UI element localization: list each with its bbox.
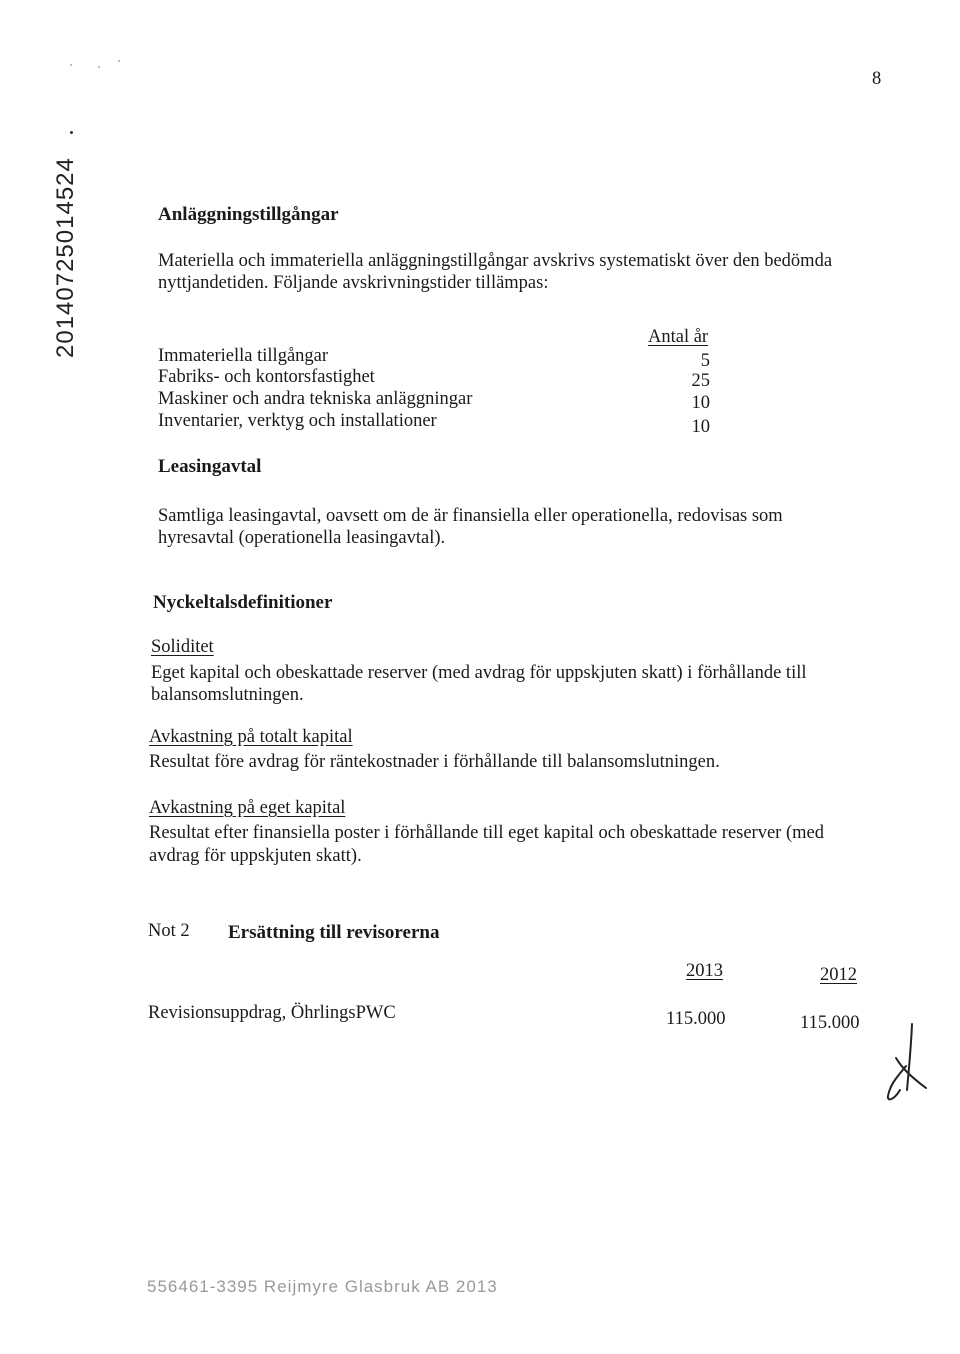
depreciation-row-value: 10: [691, 393, 710, 413]
year-header-2013: 2013: [686, 961, 723, 981]
signature-mark: [876, 1018, 936, 1104]
fee-value-2013: 115.000: [666, 1009, 726, 1029]
depreciation-row-label: Immateriella tillgångar: [158, 346, 329, 366]
fee-row-label: Revisionsuppdrag, ÖhrlingsPWC: [148, 1003, 396, 1023]
definition-text-line1: Resultat före avdrag för räntekostnader i förhållande till balansomslutningen.: [149, 752, 720, 772]
anlaggning-paragraph-line2: nyttjandetiden. Följande avskrivningstider tillämpas:: [158, 273, 549, 293]
definition-text-line1: Resultat efter finansiella poster i förhållande till eget kapital och obeskattade reserver (med: [149, 823, 824, 843]
section-heading-leasing: Leasingavtal: [158, 456, 262, 477]
year-header-2012: 2012: [820, 965, 857, 985]
depreciation-row-label: Fabriks- och kontorsfastighet: [158, 367, 375, 387]
side-document-number: 20140725014524: [52, 157, 79, 358]
fee-value-2012: 115.000: [800, 1013, 860, 1033]
anlaggning-paragraph-line1: Materiella och immateriella anläggningstillgångar avskrivs systematiskt över den bedömda: [158, 251, 833, 271]
section-heading-anlaggning: Anläggningstillgångar: [158, 204, 339, 225]
depreciation-row-value: 5: [700, 351, 710, 371]
section-heading-nyckeltal: Nyckeltalsdefinitioner: [153, 592, 333, 613]
leasing-paragraph-line1: Samtliga leasingavtal, oavsett om de är finansiella eller operationella, redovisas som: [158, 506, 783, 526]
page-number: 8: [872, 69, 882, 89]
bullet-dot: [70, 131, 73, 134]
depreciation-row-label: Maskiner och andra tekniska anläggningar: [158, 389, 473, 409]
depreciation-row-value: 10: [691, 417, 710, 437]
scan-speck: [118, 60, 120, 62]
definition-title-avkastning-totalt: Avkastning på totalt kapital: [149, 727, 353, 747]
definition-text-line1: Eget kapital och obeskattade reserver (med avdrag för uppskjuten skatt) i förhållande till: [151, 663, 807, 683]
scan-speck: [98, 66, 100, 68]
note-number: Not 2: [148, 921, 190, 941]
depreciation-row-label: Inventarier, verktyg och installationer: [158, 411, 437, 431]
note-title: Ersättning till revisorerna: [228, 922, 440, 943]
footer-company: 556461-3395 Reijmyre Glasbruk AB 2013: [147, 1277, 498, 1296]
definition-text-line2: balansomslutningen.: [151, 685, 304, 705]
scan-speck: [70, 64, 72, 66]
leasing-paragraph-line2: hyresavtal (operationella leasingavtal).: [158, 528, 446, 548]
column-header-antal-ar: Antal år: [648, 327, 709, 347]
depreciation-row-value: 25: [691, 371, 710, 391]
definition-text-line2: avdrag för uppskjuten skatt).: [149, 846, 362, 866]
definition-title-soliditet: Soliditet: [151, 637, 214, 657]
definition-title-avkastning-eget: Avkastning på eget kapital: [149, 798, 346, 818]
